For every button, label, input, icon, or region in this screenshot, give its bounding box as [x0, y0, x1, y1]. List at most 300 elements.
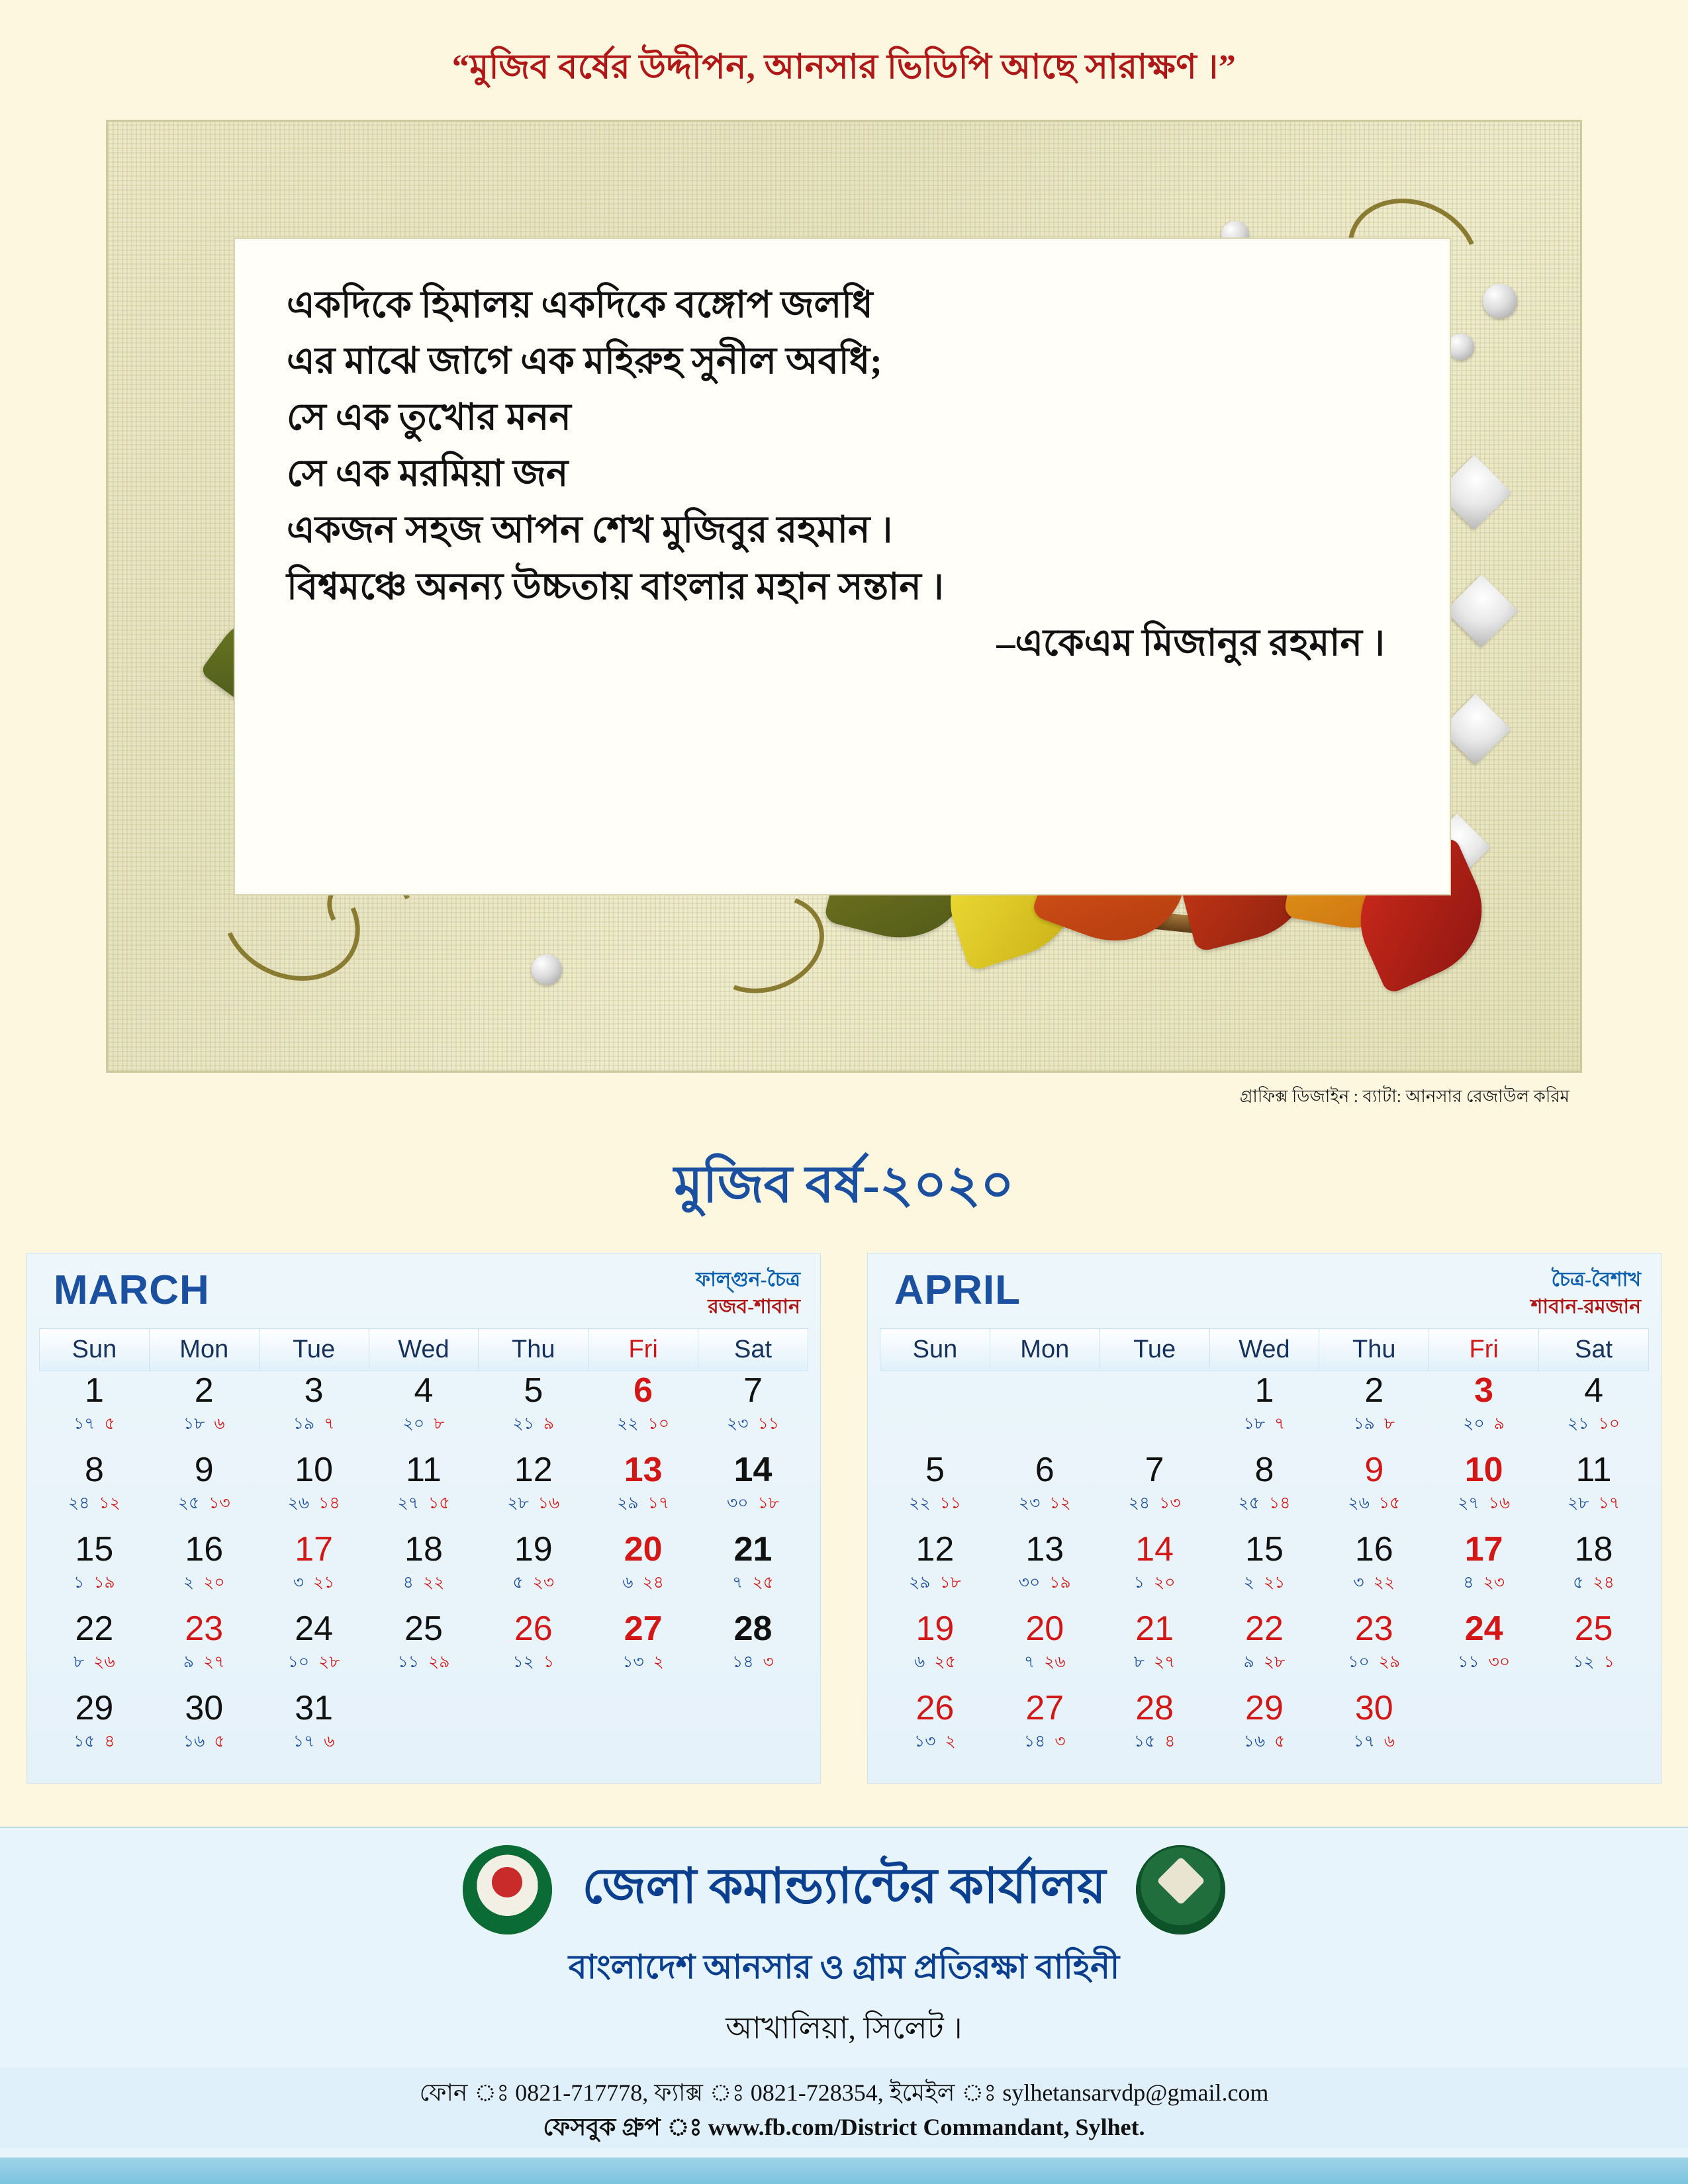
hijri-day-number: ৬	[214, 1414, 225, 1433]
gregorian-day-number: 24	[1464, 1610, 1503, 1648]
gregorian-day-number: 9	[1364, 1451, 1384, 1489]
alt-calendar-dates	[40, 1490, 150, 1518]
weekday-wed: Wed	[369, 1329, 479, 1371]
bangla-day-number: ৫	[1573, 1573, 1584, 1592]
alt-calendar-dates	[369, 1490, 479, 1518]
office-address: আখালিয়া, সিলেট ।	[726, 2011, 962, 2045]
alt-calendar-dates	[698, 1649, 808, 1677]
hijri-day-number: ১৮	[757, 1494, 780, 1512]
calendar-day-cell[interactable]	[479, 1530, 588, 1610]
alt-calendar-dates	[1319, 1649, 1429, 1677]
facebook-line[interactable]: ফেসবুক গ্রুপ ঃ www.fb.com/District Commandant, Sylhet.	[543, 2113, 1145, 2140]
bangla-day-number: ১০	[287, 1653, 310, 1671]
bangla-day-number: ১৭	[1353, 1732, 1375, 1751]
gregorian-day-number: 24	[295, 1610, 334, 1648]
poem-text	[234, 238, 1451, 672]
bangla-day-number: ১৮	[183, 1414, 205, 1433]
hijri-day-number: ৭	[1274, 1414, 1286, 1433]
calendar-day-cell[interactable]	[259, 1451, 369, 1530]
alt-calendar-dates	[259, 1490, 369, 1518]
hijri-day-number: ২১	[313, 1573, 335, 1592]
hijri-day-number: ১৩	[1159, 1494, 1181, 1512]
bangla-day-number: ২৩	[1018, 1494, 1041, 1512]
bangla-day-number: ২১	[512, 1414, 534, 1433]
calendar-day-cell[interactable]	[1319, 1451, 1429, 1530]
bangla-day-number: ১১	[397, 1653, 419, 1671]
alt-calendar-dates	[479, 1569, 588, 1598]
gregorian-day-number: 16	[1354, 1530, 1393, 1569]
alt-calendar-dates	[1319, 1569, 1429, 1598]
bangla-day-number: ২৭	[1458, 1494, 1479, 1512]
gregorian-day-number: 28	[1135, 1689, 1174, 1727]
calendar-march-body	[40, 1371, 808, 1769]
calendar-day-cell[interactable]	[259, 1371, 369, 1451]
bangla-day-number: ৬	[622, 1573, 633, 1592]
calendar-empty-cell	[990, 1371, 1100, 1451]
hijri-day-number: ১০	[647, 1414, 670, 1433]
calendar-march-weekday-row	[40, 1329, 808, 1371]
bangla-day-number: ৯	[183, 1653, 195, 1671]
calendar-day-cell[interactable]	[698, 1371, 808, 1451]
calendar-empty-cell	[588, 1689, 698, 1768]
page-title: মুজিব বর্ষ-২০২০	[674, 1156, 1014, 1213]
calendar-day-cell[interactable]	[259, 1610, 369, 1689]
calendar-march-month-label: MARCH	[54, 1267, 210, 1313]
bangla-day-number: ২	[183, 1573, 195, 1592]
weekday-wed: Wed	[1209, 1329, 1319, 1371]
alt-calendar-dates	[259, 1410, 369, 1439]
calendar-april-body	[880, 1371, 1649, 1769]
calendar-day-cell[interactable]	[588, 1451, 698, 1530]
hijri-day-number: ২৬	[1044, 1653, 1066, 1671]
alt-calendar-dates	[1319, 1728, 1429, 1756]
alt-calendar-dates	[369, 1410, 479, 1439]
bangla-day-number: ২	[1243, 1573, 1254, 1592]
hijri-day-number: ১৭	[1598, 1494, 1620, 1512]
bangla-day-number: ৩০	[727, 1494, 749, 1512]
gregorian-day-number: 10	[295, 1451, 334, 1489]
calendar-day-cell[interactable]	[1100, 1530, 1209, 1610]
poem-line-2: এর মাঝে জাগে এক মহিরুহ সুনীল অবধি;	[287, 341, 882, 383]
hijri-day-number: ৫	[214, 1732, 225, 1751]
calendar-day-cell[interactable]	[1429, 1610, 1539, 1689]
gregorian-day-number: 21	[733, 1530, 773, 1569]
calendar-day-cell[interactable]	[1319, 1530, 1429, 1610]
hijri-day-number: ১১	[939, 1494, 961, 1512]
calendar-day-cell[interactable]	[1319, 1610, 1429, 1689]
gregorian-day-number: 11	[1575, 1451, 1612, 1489]
gregorian-day-number: 10	[1464, 1451, 1503, 1489]
hijri-day-number: ১০	[1598, 1414, 1620, 1433]
gregorian-day-number: 22	[75, 1610, 114, 1648]
bangla-day-number: ১৫	[73, 1732, 95, 1751]
office-name: জেলা কমান্ড্যান্টের কার্যালয়	[582, 1859, 1106, 1914]
calendar-april-header	[880, 1263, 1649, 1322]
bangla-day-number: ৮	[1133, 1653, 1145, 1671]
gregorian-day-number: 6	[633, 1371, 653, 1410]
bangla-day-number: ১৪	[732, 1653, 754, 1671]
calendar-day-cell[interactable]	[1319, 1689, 1429, 1768]
calendar-day-cell[interactable]	[479, 1371, 588, 1451]
alt-calendar-dates	[588, 1569, 698, 1598]
alt-calendar-dates	[698, 1410, 808, 1439]
calendar-day-cell[interactable]	[1429, 1371, 1539, 1451]
alt-calendar-dates	[1100, 1649, 1209, 1677]
bangla-day-number: ১২	[1573, 1653, 1595, 1671]
gregorian-day-number: 26	[915, 1689, 955, 1727]
hijri-day-number: ২৭	[203, 1653, 225, 1671]
calendar-week-row	[880, 1451, 1649, 1530]
calendar-day-cell[interactable]	[588, 1530, 698, 1610]
gregorian-day-number: 3	[304, 1371, 324, 1410]
weekday-mon: Mon	[149, 1329, 259, 1371]
hijri-day-number: ৩০	[1488, 1653, 1511, 1671]
hijri-day-number: ৩	[1055, 1732, 1066, 1751]
bangla-day-number: ৭	[1023, 1653, 1035, 1671]
weekday-fri: Fri	[588, 1329, 698, 1371]
weekday-thu: Thu	[1319, 1329, 1429, 1371]
poem-line-1: একদিকে হিমালয় একদিকে বঙ্গোপ জলধি	[287, 285, 873, 326]
calendar-day-cell[interactable]	[588, 1610, 698, 1689]
calendar-day-cell[interactable]	[1319, 1371, 1429, 1451]
gregorian-day-number: 4	[1584, 1371, 1603, 1410]
calendar-day-cell[interactable]	[369, 1371, 479, 1451]
contact-bar	[0, 2068, 1688, 2148]
gregorian-day-number: 5	[524, 1371, 543, 1410]
bangla-day-number: ২৬	[287, 1494, 310, 1512]
bangla-day-number: ৩	[1353, 1573, 1364, 1592]
calendar-day-cell[interactable]	[1209, 1530, 1319, 1610]
bangla-day-number: ১২	[512, 1653, 534, 1671]
bangla-day-number: ৩	[293, 1573, 304, 1592]
alt-calendar-dates	[698, 1490, 808, 1518]
calendar-day-cell[interactable]	[1539, 1451, 1649, 1530]
bangla-day-number: ২৯	[908, 1573, 931, 1592]
calendar-day-cell[interactable]	[40, 1371, 150, 1451]
poem-panel	[234, 238, 1451, 895]
calendar-day-cell[interactable]	[149, 1530, 259, 1610]
alt-calendar-dates	[698, 1569, 808, 1598]
bangla-day-number: ২০	[402, 1414, 425, 1433]
bangla-day-number: ২৭	[397, 1494, 419, 1512]
hijri-day-number: ১৫	[428, 1494, 450, 1512]
bangla-day-number: ১৩	[914, 1732, 936, 1751]
calendar-april-weekday-row	[880, 1329, 1649, 1371]
hijri-day-number: ১৭	[647, 1494, 670, 1512]
hijri-day-number: ২৪	[642, 1573, 665, 1592]
calendar-day-cell[interactable]	[369, 1451, 479, 1530]
calendar-day-cell[interactable]	[1539, 1610, 1649, 1689]
alt-calendar-dates	[1429, 1490, 1539, 1518]
calendar-day-cell[interactable]	[369, 1610, 479, 1689]
bangla-day-number: ১৪	[1023, 1732, 1046, 1751]
gregorian-day-number: 6	[1035, 1451, 1055, 1489]
gregorian-day-number: 18	[1574, 1530, 1613, 1569]
hijri-day-number: ১৪	[1268, 1494, 1291, 1512]
alt-calendar-dates	[479, 1410, 588, 1439]
weekday-tue: Tue	[1100, 1329, 1209, 1371]
calendar-april-month-label: APRIL	[894, 1267, 1021, 1313]
calendar-day-cell[interactable]	[880, 1451, 990, 1530]
gregorian-day-number: 25	[404, 1610, 443, 1648]
hijri-day-number: ২৯	[428, 1653, 450, 1671]
calendar-day-cell[interactable]	[1209, 1610, 1319, 1689]
gregorian-day-number: 12	[915, 1530, 955, 1569]
alt-calendar-dates	[149, 1569, 259, 1598]
poem-line-5: একজন সহজ আপন শেখ মুজিবুর রহমান ।	[287, 510, 893, 551]
alt-calendar-dates	[1429, 1410, 1539, 1439]
gregorian-day-number: 8	[84, 1451, 104, 1489]
hijri-day-number: ১৬	[538, 1494, 560, 1512]
weekday-mon: Mon	[990, 1329, 1100, 1371]
bangla-day-number: ২৫	[1238, 1494, 1260, 1512]
gregorian-day-number: 29	[1245, 1689, 1284, 1727]
gregorian-day-number: 1	[1254, 1371, 1274, 1410]
bangla-day-number: ১৯	[1353, 1414, 1375, 1433]
bangla-day-number: ৩০	[1018, 1573, 1041, 1592]
hijri-day-number: ৪	[104, 1732, 115, 1751]
alt-calendar-dates	[259, 1728, 369, 1756]
hijri-day-number: ৫	[104, 1414, 115, 1433]
calendar-week-row	[880, 1530, 1649, 1610]
calendar-day-cell[interactable]	[1209, 1689, 1319, 1768]
calendar-day-cell[interactable]	[1100, 1451, 1209, 1530]
alt-calendar-dates	[479, 1649, 588, 1677]
bangla-day-number: ১৭	[73, 1414, 95, 1433]
calendar-march	[26, 1253, 821, 1784]
bangla-day-number: ২৮	[1568, 1494, 1589, 1512]
hijri-day-number: ৫	[1274, 1732, 1286, 1751]
gregorian-day-number: 30	[1354, 1689, 1393, 1727]
alt-calendar-dates	[149, 1490, 259, 1518]
calendar-day-cell[interactable]	[990, 1451, 1100, 1530]
alt-calendar-dates	[149, 1728, 259, 1756]
gregorian-day-number: 14	[1135, 1530, 1174, 1569]
weekday-sat: Sat	[1539, 1329, 1649, 1371]
bangla-day-number: ৪	[1463, 1573, 1474, 1592]
footer-title-row	[0, 1845, 1688, 1934]
hijri-day-number: ২২	[422, 1573, 445, 1592]
calendar-april-hijri-months: শাবান-রমজান	[1530, 1295, 1641, 1318]
bangla-day-number: ১৯	[293, 1414, 315, 1433]
gregorian-day-number: 22	[1245, 1610, 1284, 1648]
calendar-day-cell[interactable]	[1429, 1530, 1539, 1610]
hijri-day-number: ১৯	[93, 1573, 115, 1592]
hijri-day-number: ২০	[203, 1573, 225, 1592]
hijri-day-number: ১৮	[939, 1573, 961, 1592]
calendar-day-cell[interactable]	[149, 1689, 259, 1768]
calendar-day-cell[interactable]	[880, 1530, 990, 1610]
alt-calendar-dates	[1539, 1649, 1649, 1677]
alt-calendar-dates	[259, 1569, 369, 1598]
alt-calendar-dates	[588, 1410, 698, 1439]
alt-calendar-dates	[1209, 1569, 1319, 1598]
alt-calendar-dates	[1429, 1649, 1539, 1677]
alt-calendar-dates	[1539, 1490, 1649, 1518]
calendar-day-cell[interactable]	[880, 1610, 990, 1689]
bangla-day-number: ১৬	[183, 1732, 205, 1751]
alt-calendar-dates	[1429, 1569, 1539, 1598]
bangla-day-number: ৬	[914, 1653, 925, 1671]
calendar-day-cell[interactable]	[259, 1530, 369, 1610]
gregorian-day-number: 25	[1574, 1610, 1613, 1648]
calendar-day-cell[interactable]	[990, 1530, 1100, 1610]
calendar-week-row	[40, 1530, 808, 1610]
alt-calendar-dates	[1100, 1490, 1209, 1518]
calendar-day-cell[interactable]	[698, 1610, 808, 1689]
calendar-day-cell[interactable]	[1100, 1689, 1209, 1768]
hijri-day-number: ৮	[1383, 1414, 1395, 1433]
gregorian-day-number: 27	[624, 1610, 663, 1648]
hijri-day-number: ২৮	[1263, 1653, 1286, 1671]
calendar-day-cell[interactable]	[40, 1689, 150, 1768]
alt-calendar-dates	[149, 1649, 259, 1677]
bangla-day-number: ১	[73, 1573, 85, 1592]
calendar-empty-cell	[1429, 1689, 1539, 1768]
gregorian-day-number: 20	[624, 1530, 663, 1569]
calendar-empty-cell	[1100, 1371, 1209, 1451]
hijri-day-number: ২	[653, 1653, 665, 1671]
calendar-march-bangla-months: ফাল্গুন-চৈত্র	[696, 1269, 800, 1291]
bangla-day-number: ১	[1133, 1573, 1145, 1592]
bangla-day-number: ১৮	[1243, 1414, 1266, 1433]
calendar-day-cell[interactable]	[990, 1689, 1100, 1768]
alt-calendar-dates	[1539, 1569, 1649, 1598]
weekday-thu: Thu	[479, 1329, 588, 1371]
calendar-day-cell[interactable]	[369, 1530, 479, 1610]
alt-calendar-dates	[990, 1569, 1100, 1598]
weekday-sun: Sun	[40, 1329, 150, 1371]
calendar-empty-cell	[880, 1371, 990, 1451]
bangla-day-number: ৪	[402, 1573, 414, 1592]
alt-calendar-dates	[1100, 1569, 1209, 1598]
gregorian-day-number: 9	[194, 1451, 214, 1489]
calendar-day-cell[interactable]	[698, 1530, 808, 1610]
calendar-day-cell[interactable]	[1539, 1530, 1649, 1610]
hijri-day-number: ১	[543, 1653, 555, 1671]
calendar-day-cell[interactable]	[40, 1451, 150, 1530]
calendar-day-cell[interactable]	[1100, 1610, 1209, 1689]
bottom-strip	[0, 2158, 1688, 2184]
bangla-day-number: ৭	[732, 1573, 743, 1592]
calendar-march-hijri-months: রজব-শাবান	[708, 1295, 800, 1318]
top-slogan: “মুজিব বর্ষের উদ্দীপন, আনসার ভিডিপি আছে সারাক্ষণ ।”	[451, 48, 1237, 86]
calendar-day-cell[interactable]	[479, 1451, 588, 1530]
calendar-section	[26, 1253, 1662, 1784]
calendar-day-cell[interactable]	[1209, 1371, 1319, 1451]
calendar-day-cell[interactable]	[40, 1530, 150, 1610]
bangla-day-number: ১০	[1348, 1653, 1370, 1671]
alt-calendar-dates	[369, 1569, 479, 1598]
calendar-day-cell[interactable]	[990, 1610, 1100, 1689]
hijri-day-number: ১২	[99, 1494, 120, 1512]
gregorian-day-number: 17	[1464, 1530, 1503, 1569]
calendar-day-cell[interactable]	[880, 1689, 990, 1768]
hijri-day-number: ৬	[324, 1732, 335, 1751]
calendar-day-cell[interactable]	[259, 1689, 369, 1768]
hijri-day-number: ১৪	[318, 1494, 340, 1512]
gregorian-day-number: 15	[75, 1530, 114, 1569]
gregorian-day-number: 14	[733, 1451, 773, 1489]
hijri-day-number: ২৫	[934, 1653, 956, 1671]
calendar-march-header	[39, 1263, 808, 1322]
gem-decoration-right-2	[1445, 574, 1518, 647]
gregorian-day-number: 1	[84, 1371, 104, 1410]
calendar-april	[867, 1253, 1662, 1784]
bangla-day-number: ২৩	[727, 1414, 749, 1433]
gregorian-day-number: 19	[915, 1610, 955, 1648]
weekday-sat: Sat	[698, 1329, 808, 1371]
calendar-day-cell[interactable]	[588, 1371, 698, 1451]
poem-line-3: সে এক তুখোর মনন	[287, 397, 571, 439]
calendar-empty-cell	[698, 1689, 808, 1768]
bangla-day-number: ১৭	[293, 1732, 315, 1751]
calendar-day-cell[interactable]	[149, 1371, 259, 1451]
alt-calendar-dates	[1319, 1410, 1429, 1439]
calendar-april-table	[880, 1328, 1649, 1768]
alt-calendar-dates	[1209, 1410, 1319, 1439]
gregorian-day-number: 23	[1354, 1610, 1393, 1648]
bangla-day-number: ২৮	[507, 1494, 529, 1512]
calendar-week-row	[880, 1610, 1649, 1689]
gregorian-day-number: 30	[185, 1689, 224, 1727]
hijri-day-number: ২৩	[532, 1573, 555, 1592]
hijri-day-number: ২৫	[752, 1573, 774, 1592]
organization-name: বাংলাদেশ আনসার ও গ্রাম প্রতিরক্ষা বাহিনী	[568, 1948, 1120, 1985]
calendar-week-row	[880, 1371, 1649, 1451]
alt-calendar-dates	[369, 1649, 479, 1677]
alt-calendar-dates	[880, 1728, 990, 1756]
gregorian-day-number: 4	[414, 1371, 434, 1410]
alt-calendar-dates	[259, 1649, 369, 1677]
pearl-decoration-2	[1448, 334, 1474, 360]
swirl-decoration-bottom-center	[691, 878, 838, 1009]
calendar-day-cell[interactable]	[479, 1610, 588, 1689]
gregorian-day-number: 23	[185, 1610, 224, 1648]
calendar-day-cell[interactable]	[149, 1610, 259, 1689]
alt-calendar-dates	[40, 1649, 150, 1677]
calendar-day-cell[interactable]	[698, 1451, 808, 1530]
bangla-day-number: ২৪	[1128, 1494, 1150, 1512]
hijri-day-number: ২৭	[1153, 1653, 1176, 1671]
gregorian-day-number: 8	[1254, 1451, 1274, 1489]
poster-artwork	[106, 120, 1582, 1106]
calendar-empty-cell	[369, 1689, 479, 1768]
bangla-day-number: ২৬	[1348, 1494, 1370, 1512]
calendar-day-cell[interactable]	[40, 1610, 150, 1689]
weekday-fri: Fri	[1429, 1329, 1539, 1371]
bangla-day-number: ২১	[1568, 1414, 1589, 1433]
bangla-day-number: ২৪	[68, 1494, 90, 1512]
calendar-day-cell[interactable]	[149, 1451, 259, 1530]
hijri-day-number: ২৬	[93, 1653, 115, 1671]
calendar-week-row	[40, 1371, 808, 1451]
hijri-day-number: ৭	[324, 1414, 335, 1433]
alt-calendar-dates	[1539, 1410, 1649, 1439]
calendar-week-row	[40, 1610, 808, 1689]
bangla-day-number: ১৩	[622, 1653, 644, 1671]
hijri-day-number: ৯	[1493, 1414, 1505, 1433]
calendar-april-bangla-months: চৈত্র-বৈশাখ	[1551, 1269, 1641, 1291]
calendar-day-cell[interactable]	[1209, 1451, 1319, 1530]
calendar-day-cell[interactable]	[1539, 1371, 1649, 1451]
hijri-day-number: ১৬	[1488, 1494, 1511, 1512]
gregorian-day-number: 29	[75, 1689, 114, 1727]
bangla-day-number: ৫	[512, 1573, 524, 1592]
bangla-day-number: ১৬	[1243, 1732, 1266, 1751]
hijri-day-number: ১	[1603, 1653, 1615, 1671]
calendar-day-cell[interactable]	[1429, 1451, 1539, 1530]
